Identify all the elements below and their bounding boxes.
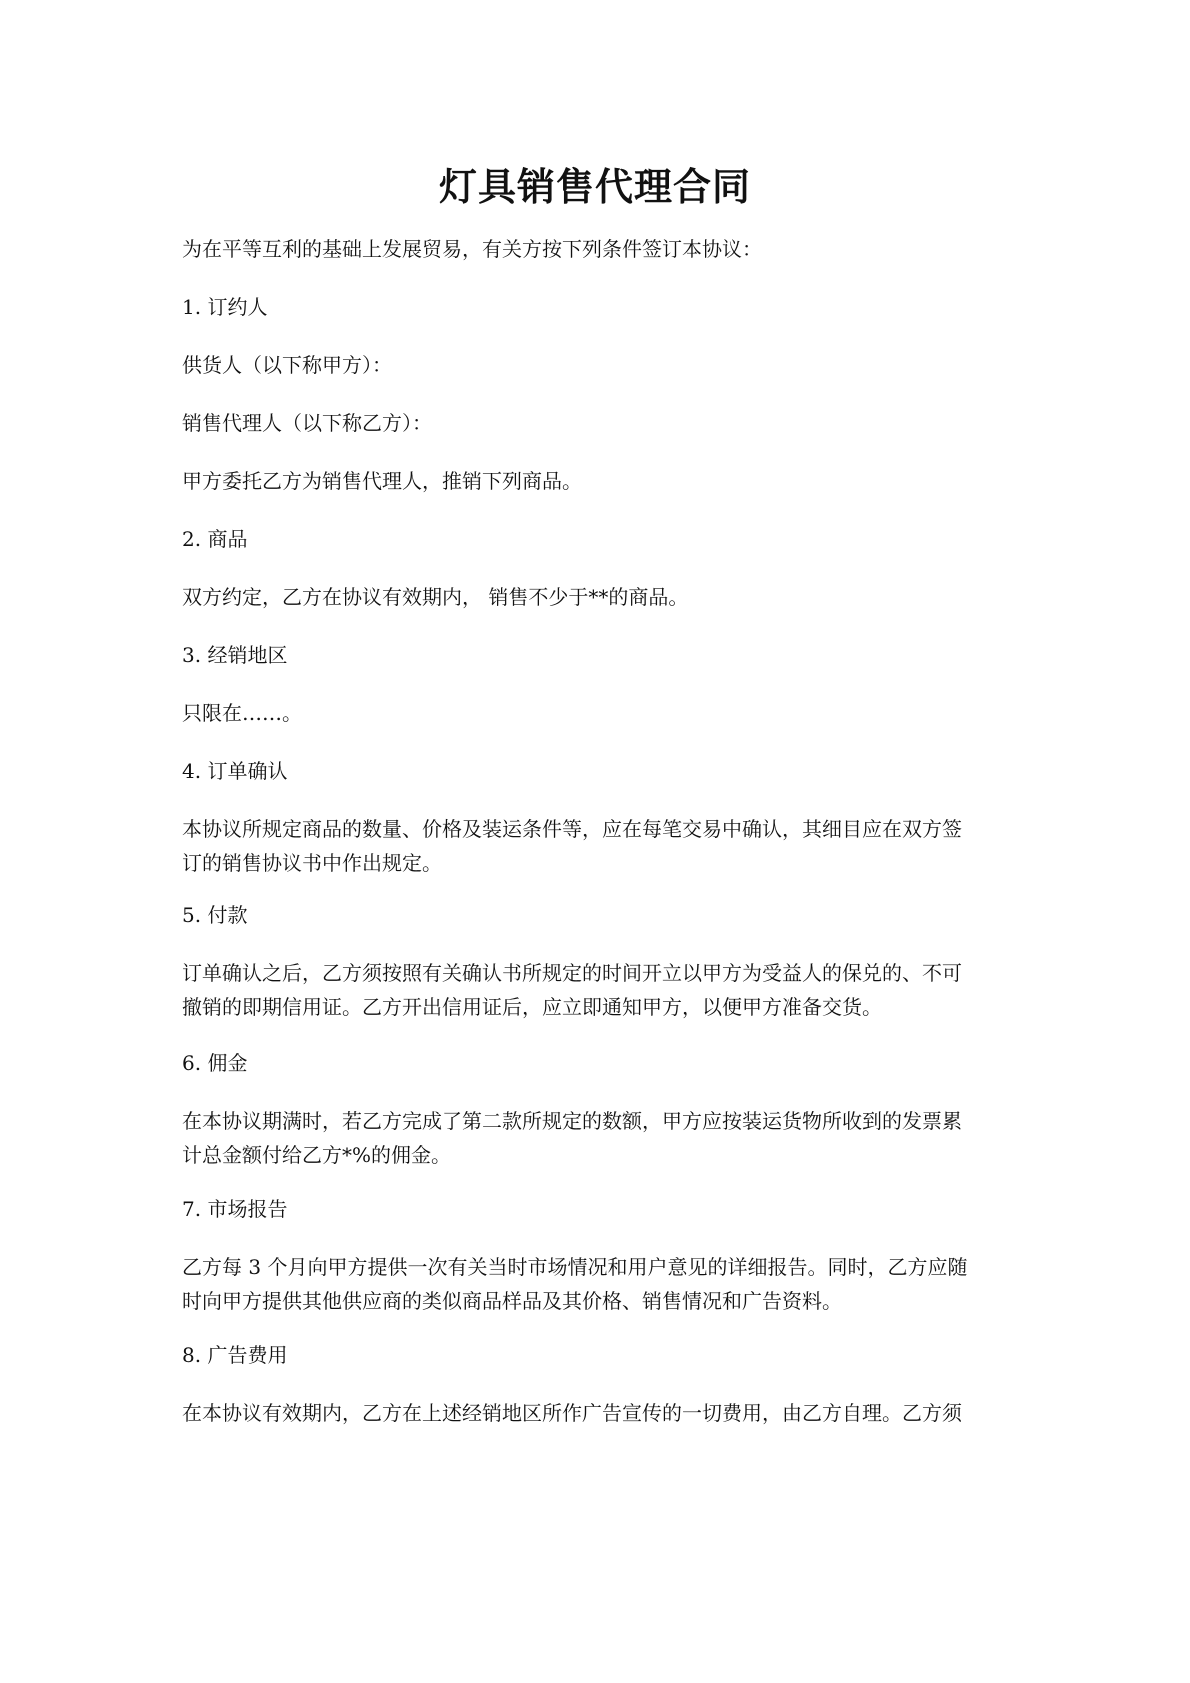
paragraph-line: 订的销售协议书中作出规定。	[182, 851, 442, 875]
paragraph-line: 订单确认之后，乙方须按照有关确认书所规定的时间开立以甲方为受益人的保兑的、不可	[182, 961, 962, 985]
section-text-3: 只限在……。	[182, 701, 302, 725]
section-text-2: 双方约定，乙方在协议有效期内， 销售不少于**的商品。	[182, 585, 689, 609]
intro-text: 为在平等互利的基础上发展贸易，有关方按下列条件签订本协议：	[182, 237, 762, 261]
paragraph-line: 本协议所规定商品的数量、价格及装运条件等，应在每笔交易中确认，其细目应在双方签	[182, 817, 962, 841]
section-heading-6: 6. 佣金	[182, 1051, 248, 1075]
paragraph-line: 在本协议期满时，若乙方完成了第二款所规定的数额，甲方应按装运货物所收到的发票累	[182, 1109, 962, 1133]
section-paragraph-5	[182, 956, 1024, 1024]
section-heading-4: 4. 订单确认	[182, 759, 288, 783]
section-heading-5: 5. 付款	[182, 903, 248, 927]
commission-statement: 甲方委托乙方为销售代理人，推销下列商品。	[182, 469, 582, 493]
section-heading-7: 7. 市场报告	[182, 1197, 288, 1221]
section-heading-1: 1. 订约人	[182, 295, 268, 319]
section-paragraph-4	[182, 812, 1024, 880]
section-paragraph-8	[182, 1396, 1024, 1430]
section-heading-3: 3. 经销地区	[182, 643, 288, 667]
paragraph-line: 在本协议有效期内，乙方在上述经销地区所作广告宣传的一切费用，由乙方自理。乙方须	[182, 1401, 962, 1425]
paragraph-line: 时向甲方提供其他供应商的类似商品样品及其价格、销售情况和广告资料。	[182, 1289, 842, 1313]
section-paragraph-7	[182, 1250, 1024, 1318]
supplier-line: 供货人（以下称甲方）：	[182, 353, 392, 377]
paragraph-line: 撤销的即期信用证。乙方开出信用证后，应立即通知甲方，以便甲方准备交货。	[182, 995, 882, 1019]
section-paragraph-6	[182, 1104, 1024, 1172]
agent-line: 销售代理人（以下称乙方）：	[182, 411, 432, 435]
section-heading-2: 2. 商品	[182, 527, 248, 551]
section-heading-8: 8. 广告费用	[182, 1343, 288, 1367]
paragraph-line: 计总金额付给乙方*%的佣金。	[182, 1143, 452, 1167]
document-title: 灯具销售代理合同	[438, 164, 751, 209]
paragraph-line: 乙方每 3 个月向甲方提供一次有关当时市场情况和用户意见的详细报告。同时，乙方应随	[182, 1255, 968, 1279]
